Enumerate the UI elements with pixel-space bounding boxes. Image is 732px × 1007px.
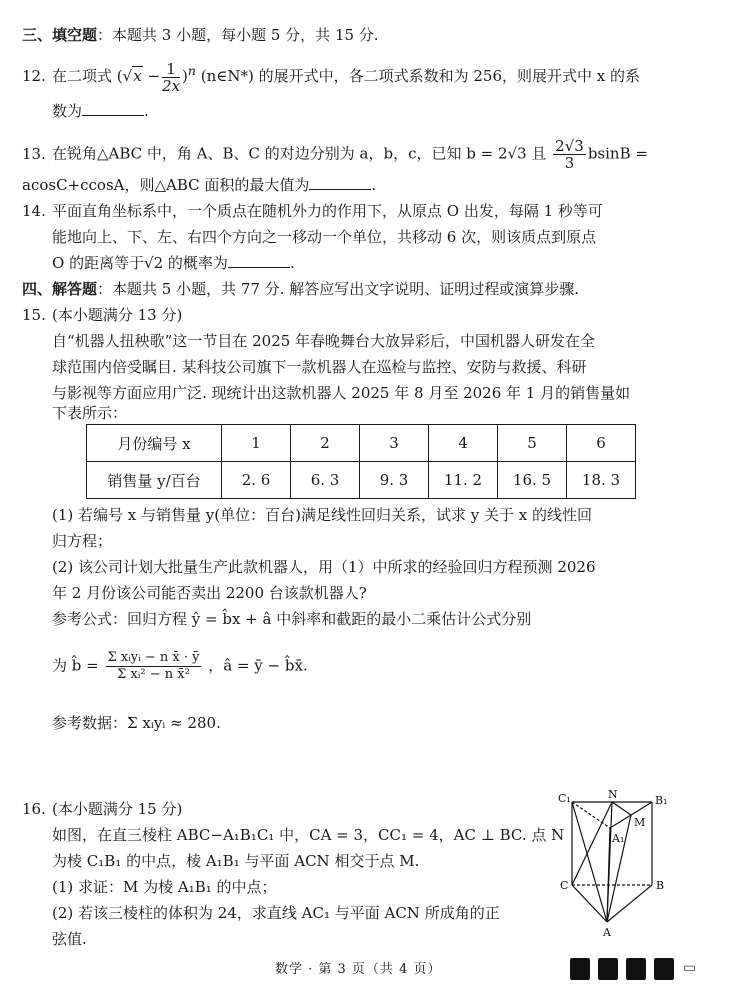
table-row-sales <box>87 462 636 499</box>
q15-paragraph-1: 自“机器人扭秧歌”这一节目在 2025 年春晚舞台大放异彩后，中国机器人研发在全 <box>52 332 596 350</box>
redaction-mark <box>654 958 674 980</box>
q12-line2-post: . <box>144 102 149 120</box>
row-label-month: 月份编号 x <box>87 425 222 462</box>
section-3-label: 三、填空题 <box>22 26 98 44</box>
q13-text: 在锐角△ABC 中，角 A、B、C 的对边分别为 a，b，c，已知 b = 2√3 且 <box>52 144 547 163</box>
label-N: N <box>608 790 618 801</box>
q14-line3 <box>52 250 295 276</box>
label-B1: B₁ <box>655 794 668 807</box>
redaction-mark <box>570 958 590 980</box>
table-cell: 16. 5 <box>498 462 567 499</box>
q15-sub1-b: 归方程； <box>52 532 113 550</box>
table-cell: 2 <box>291 425 360 462</box>
q15-paragraph-2: 球范围内倍受瞩目. 某科技公司旗下一款机器人在巡检与监控、安防与救援、科研 <box>52 358 587 376</box>
table-cell: 18. 3 <box>567 462 636 499</box>
row-label-sales: 销售量 y/百台 <box>87 462 222 499</box>
q15-number: 15. <box>22 306 46 324</box>
section-4-heading <box>22 276 579 302</box>
page-footer: 数学 · 第 3 页（共 4 页） <box>275 962 442 977</box>
q13-line2 <box>22 172 376 198</box>
q16-header <box>22 796 182 822</box>
q12-number: 12. <box>22 67 46 85</box>
table-cell: 3 <box>360 425 429 462</box>
corner-box-icon: ▭ <box>683 960 697 976</box>
q12-line2 <box>52 98 149 124</box>
sales-table <box>86 424 636 499</box>
prism-figure <box>552 790 682 940</box>
q12-answer-blank[interactable] <box>82 101 144 116</box>
q14-line2: 能地向上、下、左、右四个方向之一移动一个单位，共移动 6 次，则该质点到原点 <box>52 228 597 246</box>
q16-line-2: 为棱 C₁B₁ 的中点，棱 A₁B₁ 与平面 ACN 相交于点 M. <box>52 852 420 870</box>
q16-score: (本小题满分 15 分) <box>52 800 183 818</box>
label-C1: C₁ <box>558 792 571 805</box>
q15-score: (本小题满分 13 分) <box>52 306 183 324</box>
table-cell: 11. 2 <box>429 462 498 499</box>
q16-line-5: 弦值. <box>52 930 87 948</box>
q12-line1 <box>22 58 640 94</box>
q15-ref-formula-2 <box>52 650 308 683</box>
q15-ref2-pre: 为 b̂ = <box>52 656 99 675</box>
redaction-mark <box>598 958 618 980</box>
q15-slope-fraction: $\frac{\text{Σ xᵢyᵢ − n x̄ · ȳ}}{\text{Σ xᵢ² − n x̄²}}$ <box>107 650 200 682</box>
q14-line1 <box>22 198 603 224</box>
q13-line1 <box>22 138 648 171</box>
q13-answer-blank[interactable] <box>309 175 371 190</box>
q13-line2-post: . <box>371 176 377 194</box>
q14-answer-blank[interactable] <box>228 253 290 268</box>
q14-text-1: 平面直角坐标系中，一个质点在随机外力的作用下，从原点 O 出发，每隔 1 秒等可 <box>52 202 603 220</box>
q13-tail: bsinB = <box>587 144 648 163</box>
table-cell: 4 <box>429 425 498 462</box>
q15-paragraph-3: 与影视等方面应用广泛. 现统计出这款机器人 2025 年 8 月至 2026 年 1 月的销售量如 <box>52 384 631 402</box>
q16-number: 16. <box>22 800 46 818</box>
label-M: M <box>634 816 646 829</box>
table-cell: 6. 3 <box>291 462 360 499</box>
q16-line-1: 如图，在直三棱柱 ABC−A₁B₁C₁ 中，CA = 3，CC₁ = 4，AC ⊥ BC. 点 N <box>52 826 565 844</box>
q12-binomial: (√x − $\frac{1}{2x}$ )$^n$ <box>116 59 196 95</box>
q12-text-pre: 在二项式 <box>52 67 113 85</box>
table-cell: 1 <box>222 425 291 462</box>
q16-line-3: (1) 求证：M 为棱 A₁B₁ 的中点； <box>52 878 277 896</box>
q13-line2-pre: acosC+ccosA，则△ABC 面积的最大值为 <box>22 176 310 194</box>
q15-ref2-post: ，â = ȳ − b̂x̄. <box>208 656 308 675</box>
q16-line-4: (2) 若该三棱柱的体积为 24，求直线 AC₁ 与平面 ACN 所成角的正 <box>52 904 500 922</box>
q15-sub1-a: (1) 若编号 x 与销售量 y(单位：百台)满足线性回归关系，试求 y 关于 x 的线性回 <box>52 506 592 524</box>
q14-line3-pre: O 的距离等于√2 的概率为 <box>52 254 228 272</box>
q15-header <box>22 302 182 328</box>
q14-line3-post: . <box>289 254 295 272</box>
section-4-label: 四、解答题 <box>22 280 98 298</box>
table-cell: 9. 3 <box>360 462 429 499</box>
label-A1: A₁ <box>612 832 625 845</box>
section-3-desc: ：本题共 3 小题，每小题 5 分，共 15 分. <box>97 26 379 44</box>
table-row-month <box>87 425 636 462</box>
q14-number: 14. <box>22 202 46 220</box>
label-C: C <box>560 879 569 892</box>
label-B: B <box>656 879 665 892</box>
q15-sub2-b: 年 2 月份该公司能否卖出 2200 台该款机器人? <box>52 584 367 602</box>
q12-text-post: (n∈N*) 的展开式中，各二项式系数和为 256，则展开式中 x 的系 <box>200 67 641 85</box>
q15-paragraph-4: 下表所示： <box>52 404 128 422</box>
table-cell: 2. 6 <box>222 462 291 499</box>
section-4-desc: ：本题共 5 小题，共 77 分. 解答应写出文字说明、证明过程或演算步骤. <box>97 280 580 298</box>
q15-ref-data: 参考数据：Σ xᵢyᵢ ≈ 280. <box>52 714 221 732</box>
q12-line2-pre: 数为 <box>52 102 83 120</box>
q15-ref-formula: 参考公式：回归方程 ŷ = b̂x + â 中斜率和截距的最小二乘估计公式分别 <box>52 610 532 628</box>
q13-fraction: $\frac{2√3}{3}$ <box>555 137 584 172</box>
redaction-mark <box>626 958 646 980</box>
section-3-heading <box>22 22 379 48</box>
q15-sub2-a: (2) 该公司计划大批量生产此款机器人，用（1）中所求的经验回归方程预测 2026 <box>52 558 596 576</box>
table-cell: 5 <box>498 425 567 462</box>
q13-number: 13. <box>22 144 46 163</box>
table-cell: 6 <box>567 425 636 462</box>
label-A: A <box>603 926 611 939</box>
